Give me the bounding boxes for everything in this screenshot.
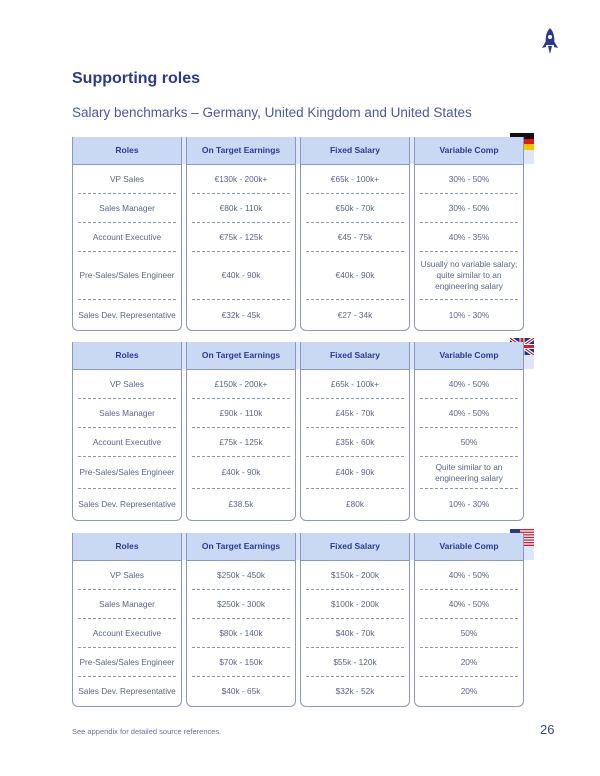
column-header: On Target Earnings	[187, 342, 295, 370]
table-cell: Sales Dev. Representative	[78, 686, 176, 696]
column-ote	[186, 342, 296, 521]
table-cell: $55k - 120k	[306, 648, 404, 677]
table-cell: £80k	[346, 499, 364, 509]
column-roles	[72, 137, 182, 331]
column-variable	[414, 137, 524, 331]
table-cell: €27 - 34k	[337, 309, 373, 320]
table-cell: $250k - 450k	[192, 561, 290, 590]
page-title: Supporting roles	[72, 70, 200, 87]
table-cell: €32k - 45k	[221, 309, 261, 320]
table-cell: VP Sales	[78, 561, 176, 590]
table-cell: 40% - 50%	[420, 561, 518, 590]
salary-table-usa	[72, 533, 534, 705]
page-number: 26	[540, 722, 555, 737]
table-cell: £90k - 110k	[192, 399, 290, 428]
table-cell: €40k - 90k	[192, 252, 290, 300]
table-cell: Pre-Sales/Sales Engineer	[78, 457, 176, 489]
column-header: Fixed Salary	[301, 533, 409, 561]
table-cell: VP Sales	[78, 370, 176, 399]
column-variable	[414, 533, 524, 707]
rocket-icon	[539, 27, 561, 57]
column-fixed	[300, 342, 410, 521]
column-roles	[72, 342, 182, 521]
table-cell: $40k - 65k	[221, 686, 261, 696]
table-cell: £65k - 100k+	[306, 370, 404, 399]
table-cell: Account Executive	[78, 619, 176, 648]
column-header: Fixed Salary	[301, 342, 409, 370]
table-cell: 10% - 30%	[448, 309, 490, 320]
page-subtitle: Salary benchmarks – Germany, United Kingdom and United States	[72, 105, 472, 120]
column-variable	[414, 342, 524, 521]
table-cell: Usually no variable salary; quite similar to an engineering salary	[420, 252, 518, 300]
column-header: Variable Comp	[415, 342, 523, 370]
table-cell: €80k - 110k	[192, 194, 290, 223]
table-cell: Quite similar to an engineering salary	[420, 457, 518, 489]
table-cell: £75k - 125k	[192, 428, 290, 457]
table-cell: £40k - 90k	[306, 457, 404, 489]
table-cell: 40% - 50%	[420, 590, 518, 619]
table-cell: €65k - 100k+	[306, 165, 404, 194]
table-cell: £40k - 90k	[192, 457, 290, 489]
table-cell: 30% - 50%	[420, 194, 518, 223]
table-cell: Sales Manager	[78, 399, 176, 428]
table-cell: Account Executive	[78, 223, 176, 252]
table-cell: 40% - 50%	[420, 399, 518, 428]
table-cell: £150k - 200k+	[192, 370, 290, 399]
column-header: Roles	[73, 533, 181, 561]
table-cell: €75k - 125k	[192, 223, 290, 252]
table-cell: Account Executive	[78, 428, 176, 457]
table-cell: Sales Manager	[78, 194, 176, 223]
table-cell: $70k - 150k	[192, 648, 290, 677]
column-header: Fixed Salary	[301, 137, 409, 165]
table-cell: $32k - 52k	[335, 686, 375, 696]
column-header: Roles	[73, 137, 181, 165]
table-cell: $100k - 200k	[306, 590, 404, 619]
table-cell: €40k - 90k	[306, 252, 404, 300]
table-cell: 40% - 50%	[420, 370, 518, 399]
table-cell: 10% - 30%	[448, 499, 490, 509]
table-cell: €45 - 75k	[306, 223, 404, 252]
table-cell: 30% - 50%	[420, 165, 518, 194]
table-cell: €50k - 70k	[306, 194, 404, 223]
source-note: See appendix for detailed source references.	[72, 727, 222, 736]
table-cell: VP Sales	[78, 165, 176, 194]
table-cell: €130k - 200k+	[192, 165, 290, 194]
column-ote	[186, 137, 296, 331]
table-cell: 40% - 35%	[420, 223, 518, 252]
table-cell: 20%	[460, 686, 478, 696]
table-cell: £45k - 70k	[306, 399, 404, 428]
table-cell: 20%	[420, 648, 518, 677]
column-ote	[186, 533, 296, 707]
table-cell: 50%	[420, 428, 518, 457]
table-cell: £35k - 60k	[306, 428, 404, 457]
column-fixed	[300, 533, 410, 707]
column-fixed	[300, 137, 410, 331]
table-cell: $80k - 140k	[192, 619, 290, 648]
table-cell: $150k - 200k	[306, 561, 404, 590]
table-cell: 50%	[420, 619, 518, 648]
table-cell: Sales Dev. Representative	[78, 309, 176, 320]
column-header: Variable Comp	[415, 137, 523, 165]
column-header: Roles	[73, 342, 181, 370]
column-header: On Target Earnings	[187, 137, 295, 165]
table-cell: Pre-Sales/Sales Engineer	[78, 648, 176, 677]
table-cell: Sales Manager	[78, 590, 176, 619]
column-header: On Target Earnings	[187, 533, 295, 561]
table-cell: $40k - 70k	[306, 619, 404, 648]
salary-table-uk	[72, 342, 534, 520]
table-cell: Sales Dev. Representative	[78, 499, 176, 509]
table-cell: $250k - 300k	[192, 590, 290, 619]
column-header: Variable Comp	[415, 533, 523, 561]
column-roles	[72, 533, 182, 707]
salary-table-germany	[72, 137, 534, 329]
table-cell: Pre-Sales/Sales Engineer	[78, 252, 176, 300]
table-cell: £38.5k	[228, 499, 254, 509]
